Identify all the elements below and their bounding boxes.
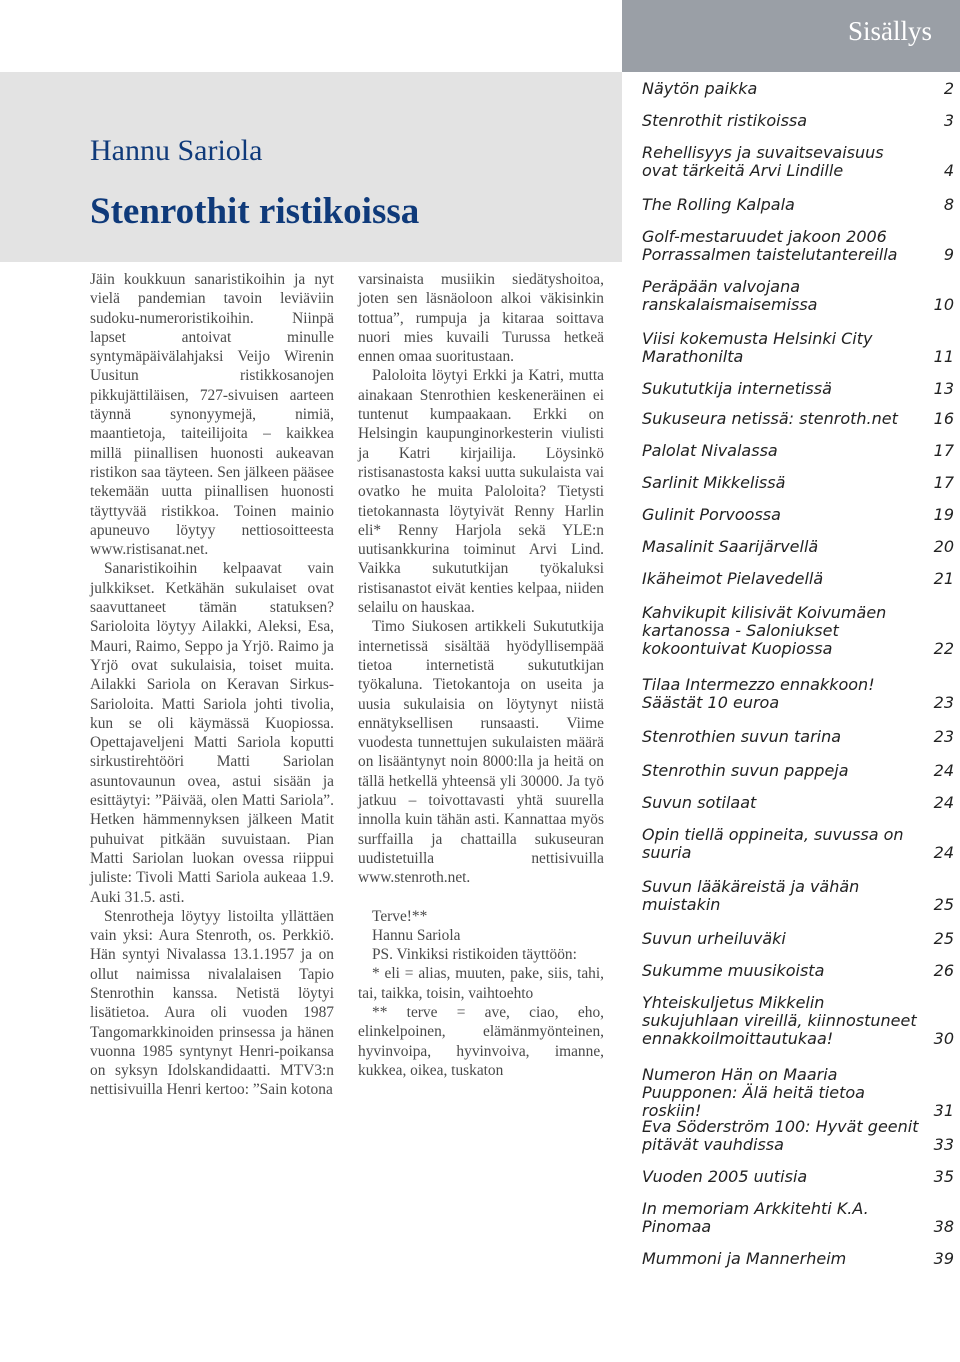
toc-item-title: Stenrothien suvun tarina: [642, 727, 842, 746]
toc-item[interactable]: [642, 878, 954, 914]
paragraph: Stenrotheja löytyy listoilta yllättäen vain yksi: Aura Stenroth, os. Perkkiö. Hän syntyi Nivalassa 13.1.1957 ja on ollut naimissa nivalalaisen Tapio Stenrothin kanssa. Netistä löytyi lisätietoa. Aura oli vuoden 1987 Tangomarkkinoiden prinsessa ja hänen vuonna 1985 syntynyt Henri-poikansa on syksyn Idolskandidaatti. MTV3:n nettisivuilla Henri kertoo: ”Sain kotona: [90, 907, 334, 1099]
toc-item-page: 24: [933, 761, 954, 780]
toc-item[interactable]: [642, 1250, 954, 1268]
toc-item-title: Ikäheimot Pielavedellä: [642, 569, 824, 588]
toc-item-page: 11: [933, 347, 954, 366]
toc-item-title: In memoriam Arkkitehti K.A. Pinomaa: [642, 1199, 869, 1236]
toc-item-title: Palolat Nivalassa: [642, 441, 778, 460]
toc-item-page: 25: [933, 929, 954, 948]
toc-item-title: Suvun urheiluväki: [642, 929, 786, 948]
toc-item[interactable]: [642, 676, 954, 712]
toc-item-page: 35: [933, 1167, 954, 1186]
toc-header: [622, 0, 960, 72]
toc-item-page: 23: [933, 693, 954, 712]
toc-item-title: Vuoden 2005 uutisia: [642, 1167, 808, 1186]
article-column-2: [358, 270, 604, 1080]
toc-item-title: Opin tiellä oppineita, suvussa on suuria: [642, 825, 904, 862]
toc-item-title: Stenrothit ristikoissa: [642, 111, 808, 130]
toc-item[interactable]: [642, 826, 954, 862]
toc-item[interactable]: [642, 112, 954, 130]
toc-item-title: Suvun sotilaat: [642, 793, 757, 812]
toc-item[interactable]: [642, 474, 954, 492]
toc-item-title: Peräpään valvojana ranskalaismaisemissa: [642, 277, 818, 314]
paragraph: Jäin koukkuun sanaristikoihin ja nyt vielä pandemian tavoin leviäviin sudoku-numeroristikoihin. Niinpä lapset antoivat minulle syntymäpäivälahjaksi Veijo Wirenin Uusitun ristikkosanojen pikkujättiläisen, 727-sivuisen aarteen täynnä synonyymejä, nimiä, maantietoja, taiteilijoita – kaikkea millä piinallisen huonosti aukeavan ristikon saa täyteen. Sen jälkeen pääsee tekemään uutta piinallisen huonosti täyttyvää ristikkoa. Toinen mainio apuneuvo löytyy nettiosoitteesta www.ristisanat.net.: [90, 271, 334, 559]
toc-item-title: Sukututkija internetissä: [642, 379, 832, 398]
toc-item[interactable]: [642, 930, 954, 948]
greeting: Terve!**: [372, 907, 428, 925]
toc-item-title: Viisi kokemusta Helsinki City Marathonilta: [642, 329, 873, 366]
toc-item-page: 22: [933, 639, 954, 658]
toc-item-page: 9: [943, 245, 954, 264]
signature: Hannu Sariola: [372, 926, 461, 944]
toc-item-page: 16: [933, 409, 954, 428]
toc-item[interactable]: [642, 506, 954, 524]
toc-item[interactable]: [642, 228, 954, 264]
toc-item-page: 2: [943, 79, 954, 98]
toc-item[interactable]: [642, 1118, 954, 1154]
toc-item-page: 23: [933, 727, 954, 746]
toc-item[interactable]: [642, 80, 954, 98]
article-title: Stenrothit ristikoissa: [90, 191, 420, 232]
toc-item-title: Sarlinit Mikkelissä: [642, 473, 786, 492]
toc-item-page: 24: [933, 843, 954, 862]
toc-panel: [622, 0, 960, 1362]
postscript: PS. Vinkiksi ristikoiden täyttöön:: [372, 946, 577, 964]
toc-item[interactable]: [642, 962, 954, 980]
toc-item-title: Stenrothin suvun pappeja: [642, 761, 849, 780]
toc-item-title: Rehellisyys ja suvaitsevaisuus ovat tärkeitä Arvi Lindille: [642, 143, 884, 180]
toc-item-page: 17: [933, 473, 954, 492]
toc-item[interactable]: [642, 410, 954, 428]
toc-item[interactable]: [642, 330, 954, 366]
toc-item[interactable]: [642, 196, 954, 214]
toc-item-title: Suvun lääkäreistä ja vähän muistakin: [642, 877, 860, 914]
toc-item-page: 21: [933, 569, 954, 588]
toc-item[interactable]: [642, 570, 954, 588]
toc-item-page: 19: [933, 505, 954, 524]
toc-item[interactable]: [642, 538, 954, 556]
footnote-1: * eli = alias, muuten, pake, siis, tahi, tai, taikka, toisin, vaihtoehto: [358, 965, 604, 1002]
paragraph: Paloloita löytyi Erkki ja Katri, mutta ainakaan Stenrothien keskeneräinen ei tuntenut kumpaakaan. Erkki on Helsingin kaupunginorkesterin viulisti ja Katri kirjailija. Löysinkö ristisanastosta kaksi uutta sukulaista vai ovatko he muita Paloloita? Tietysti tietokannasta löytyivät Renny Harlin eli* Renny Harjola sekä YLE:n uutisankkurina toiminut Arvi Lind. Vaikka sukututkijan työkaluksi ristisanastot eivät kenties kelpaa, niiden selailu on hauskaa.: [358, 367, 604, 617]
toc-item-page: 4: [943, 161, 954, 180]
toc-item[interactable]: [642, 442, 954, 460]
toc-item[interactable]: [642, 994, 954, 1048]
toc-item[interactable]: [642, 380, 954, 398]
toc-item-page: 8: [943, 195, 954, 214]
toc-item-page: 33: [933, 1135, 954, 1154]
toc-item-page: 17: [933, 441, 954, 460]
toc-item-page: 3: [943, 111, 954, 130]
toc-item-page: 38: [933, 1217, 954, 1236]
toc-item-page: 20: [933, 537, 954, 556]
toc-item[interactable]: [642, 278, 954, 314]
toc-item-title: Eva Söderström 100: Hyvät geenit pitävät vauhdissa: [642, 1117, 919, 1154]
toc-item[interactable]: [642, 794, 954, 812]
toc-item[interactable]: [642, 1200, 954, 1236]
toc-item[interactable]: [642, 144, 954, 180]
paragraph: Sanaristikoihin kelpaavat vain julkkikset. Ketkähän sukulaiset ovat saavuttaneet tämän statuksen? Sarioloita löytyy Ailakki, Aleksi, Esa, Mauri, Raimo, Seppo ja Yrjö. Raimo ja Yrjö ovat sukulaisia, toiset muita. Ailakki Sariola on Keravan Sirkus-Sarioloita. Matti Sariola johti tivolia, kun se oli käymässä Kuopiossa. Opettajaveljeni Matti Sariola koputti sirkustirehtööri Matti Sariolan asuntovaunun ovea, astui sisään ja esittäytyi: ”Päivää, olen Matti Sariola”. Hetken hämmennyksen jälkeen Matit puhuivat pitkään suvuistaan. Pian Matti Sariolan luokan ovessa riippui juliste: Tivoli Matti Sariola aukeaa 1.9. Auki 31.5. asti.: [90, 560, 334, 906]
toc-item[interactable]: [642, 728, 954, 746]
toc-item-title: Numeron Hän on Maaria Puupponen: Älä heitä tietoa roskiin!: [642, 1065, 865, 1120]
toc-item-title: Näytön paikka: [642, 79, 758, 98]
toc-item-title: Sukumme muusikoista: [642, 961, 825, 980]
toc-item-title: Yhteiskuljetus Mikkelin sukujuhlaan vireillä, kiinnostuneet ennakkoilmoittautukaa!: [642, 993, 917, 1048]
toc-item-title: Golf-mestaruudet jakoon 2006 Porrassalmen taistelutantereilla: [642, 227, 898, 264]
toc-item[interactable]: [642, 604, 954, 658]
toc-item-page: 10: [933, 295, 954, 314]
toc-item-page: 39: [933, 1249, 954, 1268]
toc-item-title: Gulinit Porvoossa: [642, 505, 781, 524]
toc-item-page: 31: [933, 1101, 954, 1120]
toc-item-title: Kahvikupit kilisivät Koivumäen kartanossa - Saloniukset kokoontuivat Kuopiossa: [642, 603, 887, 658]
toc-item[interactable]: [642, 1066, 954, 1120]
toc-item-title: The Rolling Kalpala: [642, 195, 795, 214]
toc-item-page: 24: [933, 793, 954, 812]
toc-item-page: 13: [933, 379, 954, 398]
footnote-2: ** terve = ave, ciao, eho, elinkelpoinen, elämänmyönteinen, hyvinvoipa, hyvinvoiva, imanne, kukkea, oikea, tuskaton: [358, 1003, 604, 1079]
toc-item-title: Sukuseura netissä: stenroth.net: [642, 409, 898, 428]
toc-title: Sisällys: [847, 16, 932, 46]
toc-item-page: 30: [933, 1029, 954, 1048]
toc-item-page: 26: [933, 961, 954, 980]
article-author: Hannu Sariola: [90, 134, 263, 167]
toc-item-title: Mummoni ja Mannerheim: [642, 1249, 847, 1268]
toc-item-title: Tilaa Intermezzo ennakkoon! Säästät 10 euroa: [642, 675, 875, 712]
toc-item[interactable]: [642, 762, 954, 780]
paragraph: Timo Siukosen artikkeli Sukututkija internetissä sisältää hyödyllisempää tietoa internetistä sukututkijan työkaluna. Tietokantoja on useita ja uusia sukulaisia on löytynyt niistä ennätyksellisen runsaasti. Viime vuodesta tunnettujen sukulaisten määrä on lisääntynyt noin 8000:lla ja heitä on tällä hetkellä yhteensä yli 30000. Ja työ jatkuu – toivottavasti yhtä suurella innolla kuin tähän asti. Kannattaa myös surffailla ja chattailla sukuseuran uudistetuilla nettisivuilla www.stenroth.net.: [358, 618, 604, 887]
toc-item-page: 25: [933, 895, 954, 914]
toc-item[interactable]: [642, 1168, 954, 1186]
paragraph: varsinaista musiikin siedätyshoitoa, joten sen läsnäoloon alkoi väkisinkin tottua”, rumpuja ja kitaraa soittava nuori mies kuvaili Turussa hetkeä ennen omaa suoritustaan.: [358, 271, 604, 366]
toc-item-title: Masalinit Saarijärvellä: [642, 537, 819, 556]
article-column-1: [90, 270, 334, 1100]
